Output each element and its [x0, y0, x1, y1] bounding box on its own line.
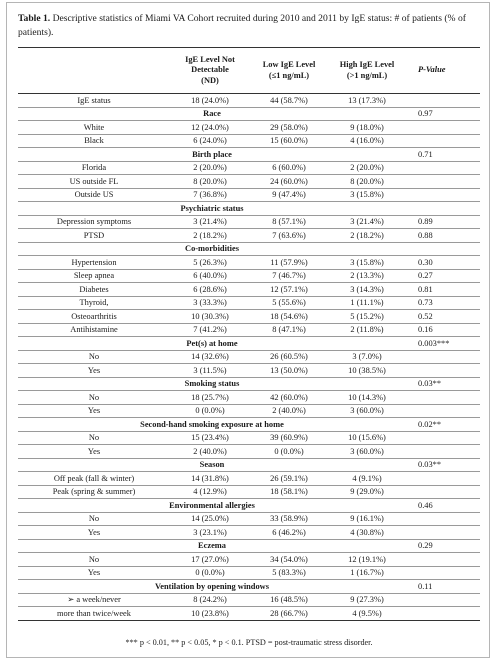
cell-high: 2 (13.3%): [328, 269, 406, 283]
cell-low: 8 (57.1%): [250, 215, 328, 229]
cell-pvalue: [406, 134, 480, 148]
cell-high: 12 (19.1%): [328, 553, 406, 567]
table-row: [18, 310, 480, 324]
cell-nd: 8 (20.0%): [170, 175, 250, 189]
cell-high: 1 (11.1%): [328, 296, 406, 310]
table-row: [18, 229, 480, 243]
section-row: [18, 337, 480, 351]
row-label: Yes: [18, 445, 170, 459]
section-label: Eczema: [18, 539, 406, 553]
cell-nd: 17 (27.0%): [170, 553, 250, 567]
cell-low: 26 (60.5%): [250, 350, 328, 364]
header-pvalue: P-Value: [406, 48, 480, 94]
row-label: White: [18, 121, 170, 135]
section-pvalue: 0.11: [406, 580, 480, 594]
table-row: [18, 296, 480, 310]
cell-pvalue: [406, 391, 480, 405]
cell-pvalue: 0.16: [406, 323, 480, 337]
section-pvalue: 0.46: [406, 499, 480, 513]
section-pvalue: 0.97: [406, 107, 480, 121]
table-row: [18, 215, 480, 229]
header-row: [18, 48, 480, 94]
row-label: No: [18, 431, 170, 445]
cell-low: 7 (63.6%): [250, 229, 328, 243]
section-pvalue: [406, 242, 480, 256]
cell-low: 28 (66.7%): [250, 607, 328, 621]
section-pvalue: 0.71: [406, 148, 480, 162]
table-row: [18, 431, 480, 445]
table-row: [18, 188, 480, 202]
cell-pvalue: [406, 472, 480, 486]
section-pvalue: 0.03**: [406, 458, 480, 472]
section-label: Environmental allergies: [18, 499, 406, 513]
cell-nd: 10 (23.8%): [170, 607, 250, 621]
cell-pvalue: 0.27: [406, 269, 480, 283]
cell-nd: 8 (24.2%): [170, 593, 250, 607]
cell-pvalue: [406, 404, 480, 418]
cell-high: 9 (18.0%): [328, 121, 406, 135]
section-row: [18, 499, 480, 513]
cell-high: 13 (17.3%): [328, 94, 406, 108]
row-label: Sleep apnea: [18, 269, 170, 283]
cell-nd: 15 (23.4%): [170, 431, 250, 445]
row-label: ➢ a week/never: [18, 593, 170, 607]
row-label: No: [18, 391, 170, 405]
cell-pvalue: [406, 175, 480, 189]
row-label: Yes: [18, 364, 170, 378]
cell-pvalue: [406, 364, 480, 378]
cell-high: 9 (27.3%): [328, 593, 406, 607]
cell-low: 2 (40.0%): [250, 404, 328, 418]
cell-pvalue: [406, 512, 480, 526]
cell-high: 5 (15.2%): [328, 310, 406, 324]
caption-text: Descriptive statistics of Miami VA Cohort recruited during 2010 and 2011 by IgE status: # of patients (% of patients).: [18, 13, 466, 38]
cell-nd: 3 (11.5%): [170, 364, 250, 378]
cell-nd: 3 (21.4%): [170, 215, 250, 229]
cell-low: 7 (46.7%): [250, 269, 328, 283]
table-footnote: *** p < 0.01, ** p < 0.05, * p < 0.1. PTSD = post-traumatic stress disorder.: [125, 638, 373, 647]
cell-nd: 6 (40.0%): [170, 269, 250, 283]
section-pvalue: [406, 202, 480, 216]
section-label: Season: [18, 458, 406, 472]
header-nd: IgE Level Not Detectable (ND): [170, 48, 250, 94]
section-pvalue: 0.29: [406, 539, 480, 553]
cell-nd: 0 (0.0%): [170, 404, 250, 418]
cell-high: 8 (20.0%): [328, 175, 406, 189]
cell-high: 2 (18.2%): [328, 229, 406, 243]
cell-high: 4 (30.8%): [328, 526, 406, 540]
cell-low: 39 (60.9%): [250, 431, 328, 445]
cell-low: 42 (60.0%): [250, 391, 328, 405]
cell-low: 13 (50.0%): [250, 364, 328, 378]
caption-label: Table 1.: [18, 13, 51, 24]
cell-low: 16 (48.5%): [250, 593, 328, 607]
cell-high: 4 (16.0%): [328, 134, 406, 148]
table-row: [18, 553, 480, 567]
cell-pvalue: 0.73: [406, 296, 480, 310]
cell-nd: 6 (24.0%): [170, 134, 250, 148]
cell-pvalue: [406, 566, 480, 580]
table-row: [18, 364, 480, 378]
cell-nd: 14 (25.0%): [170, 512, 250, 526]
row-label: Yes: [18, 526, 170, 540]
descriptive-statistics-table: [18, 47, 480, 621]
table-row: [18, 485, 480, 499]
cell-pvalue: [406, 593, 480, 607]
section-row: [18, 377, 480, 391]
cell-pvalue: [406, 188, 480, 202]
table-row: [18, 566, 480, 580]
cell-high: 3 (7.0%): [328, 350, 406, 364]
cell-nd: 4 (12.9%): [170, 485, 250, 499]
cell-high: 3 (15.8%): [328, 188, 406, 202]
row-label: Florida: [18, 161, 170, 175]
cell-high: 9 (29.0%): [328, 485, 406, 499]
cell-low: 18 (58.1%): [250, 485, 328, 499]
table-row: [18, 94, 480, 108]
cell-high: 3 (60.0%): [328, 404, 406, 418]
cell-pvalue: [406, 350, 480, 364]
cell-low: 44 (58.7%): [250, 94, 328, 108]
cell-pvalue: [406, 445, 480, 459]
section-row: [18, 148, 480, 162]
section-label: Co-morbidities: [18, 242, 406, 256]
table-row: [18, 512, 480, 526]
table-row: [18, 526, 480, 540]
section-label: Ventilation by opening windows: [18, 580, 406, 594]
cell-nd: 2 (20.0%): [170, 161, 250, 175]
table-row: [18, 391, 480, 405]
section-label: Race: [18, 107, 406, 121]
cell-pvalue: [406, 607, 480, 621]
row-label: Peak (spring & summer): [18, 485, 170, 499]
cell-low: 5 (83.3%): [250, 566, 328, 580]
row-label: US outside FL: [18, 175, 170, 189]
cell-high: 4 (9.5%): [328, 607, 406, 621]
cell-low: 24 (60.0%): [250, 175, 328, 189]
cell-nd: 14 (31.8%): [170, 472, 250, 486]
row-label: PTSD: [18, 229, 170, 243]
cell-nd: 10 (30.3%): [170, 310, 250, 324]
table-header: [18, 48, 480, 94]
section-row: [18, 107, 480, 121]
cell-high: 2 (20.0%): [328, 161, 406, 175]
cell-pvalue: 0.81: [406, 283, 480, 297]
section-label: Smoking status: [18, 377, 406, 391]
cell-nd: 7 (36.8%): [170, 188, 250, 202]
row-label: Hypertension: [18, 256, 170, 270]
cell-low: 0 (0.0%): [250, 445, 328, 459]
table-row: [18, 175, 480, 189]
cell-high: 10 (15.6%): [328, 431, 406, 445]
cell-pvalue: [406, 526, 480, 540]
cell-pvalue: [406, 553, 480, 567]
cell-low: 11 (57.9%): [250, 256, 328, 270]
cell-nd: 14 (32.6%): [170, 350, 250, 364]
table-row: [18, 134, 480, 148]
table-row: [18, 256, 480, 270]
cell-low: 26 (59.1%): [250, 472, 328, 486]
cell-low: 29 (58.0%): [250, 121, 328, 135]
section-row: [18, 458, 480, 472]
section-row: [18, 242, 480, 256]
table-caption: [18, 12, 478, 40]
row-label: IgE status: [18, 94, 170, 108]
section-pvalue: 0.02**: [406, 418, 480, 432]
cell-pvalue: [406, 161, 480, 175]
row-label: Antihistamine: [18, 323, 170, 337]
section-row: [18, 202, 480, 216]
table-row: [18, 161, 480, 175]
cell-pvalue: 0.30: [406, 256, 480, 270]
cell-low: 6 (60.0%): [250, 161, 328, 175]
table-row: [18, 323, 480, 337]
table-row: [18, 283, 480, 297]
cell-pvalue: 0.89: [406, 215, 480, 229]
row-label: No: [18, 553, 170, 567]
cell-nd: 5 (26.3%): [170, 256, 250, 270]
cell-pvalue: [406, 121, 480, 135]
cell-low: 12 (57.1%): [250, 283, 328, 297]
row-label: more than twice/week: [18, 607, 170, 621]
cell-nd: 3 (33.3%): [170, 296, 250, 310]
cell-nd: 2 (40.0%): [170, 445, 250, 459]
row-label: Osteoarthritis: [18, 310, 170, 324]
cell-low: 8 (47.1%): [250, 323, 328, 337]
row-label: Thyroid,: [18, 296, 170, 310]
table-figure: [6, 2, 490, 658]
row-label: Off peak (fall & winter): [18, 472, 170, 486]
cell-low: 18 (54.6%): [250, 310, 328, 324]
cell-nd: 18 (25.7%): [170, 391, 250, 405]
cell-low: 9 (47.4%): [250, 188, 328, 202]
table-row: [18, 445, 480, 459]
table-row: [18, 121, 480, 135]
section-label: Psychiatric status: [18, 202, 406, 216]
cell-nd: 0 (0.0%): [170, 566, 250, 580]
cell-nd: 3 (23.1%): [170, 526, 250, 540]
cell-high: 10 (14.3%): [328, 391, 406, 405]
cell-low: 15 (60.0%): [250, 134, 328, 148]
section-row: [18, 539, 480, 553]
cell-nd: 12 (24.0%): [170, 121, 250, 135]
section-label: Pet(s) at home: [18, 337, 406, 351]
section-label: Birth place: [18, 148, 406, 162]
cell-high: 3 (21.4%): [328, 215, 406, 229]
row-label: Diabetes: [18, 283, 170, 297]
table-row: [18, 593, 480, 607]
cell-pvalue: 0.88: [406, 229, 480, 243]
row-label: Depression symptoms: [18, 215, 170, 229]
header-low: Low IgE Level (≤1 ng/mL): [250, 48, 328, 94]
section-label: Second-hand smoking exposure at home: [18, 418, 406, 432]
row-label: Outside US: [18, 188, 170, 202]
cell-nd: 2 (18.2%): [170, 229, 250, 243]
cell-high: 10 (38.5%): [328, 364, 406, 378]
cell-high: 1 (16.7%): [328, 566, 406, 580]
table-row: [18, 350, 480, 364]
cell-nd: 18 (24.0%): [170, 94, 250, 108]
row-label: Yes: [18, 566, 170, 580]
cell-low: 34 (54.0%): [250, 553, 328, 567]
cell-low: 5 (55.6%): [250, 296, 328, 310]
header-variable: [18, 48, 170, 94]
cell-high: 3 (14.3%): [328, 283, 406, 297]
row-label: No: [18, 512, 170, 526]
cell-high: 3 (15.8%): [328, 256, 406, 270]
cell-low: 6 (46.2%): [250, 526, 328, 540]
cell-high: 9 (16.1%): [328, 512, 406, 526]
header-high: High IgE Level (>1 ng/mL): [328, 48, 406, 94]
section-pvalue: 0.003***: [406, 337, 480, 351]
cell-pvalue: [406, 431, 480, 445]
cell-high: 2 (11.8%): [328, 323, 406, 337]
cell-pvalue: 0.52: [406, 310, 480, 324]
cell-nd: 6 (28.6%): [170, 283, 250, 297]
table-row: [18, 472, 480, 486]
cell-low: 33 (58.9%): [250, 512, 328, 526]
table-body: [18, 94, 480, 621]
row-label: No: [18, 350, 170, 364]
table-row: [18, 607, 480, 621]
row-label: Yes: [18, 404, 170, 418]
cell-pvalue: [406, 94, 480, 108]
cell-high: 4 (9.1%): [328, 472, 406, 486]
table-row: [18, 269, 480, 283]
cell-nd: 7 (41.2%): [170, 323, 250, 337]
table-row: [18, 404, 480, 418]
cell-high: 3 (60.0%): [328, 445, 406, 459]
section-row: [18, 418, 480, 432]
cell-pvalue: [406, 485, 480, 499]
section-pvalue: 0.03**: [406, 377, 480, 391]
row-label: Black: [18, 134, 170, 148]
section-row: [18, 580, 480, 594]
